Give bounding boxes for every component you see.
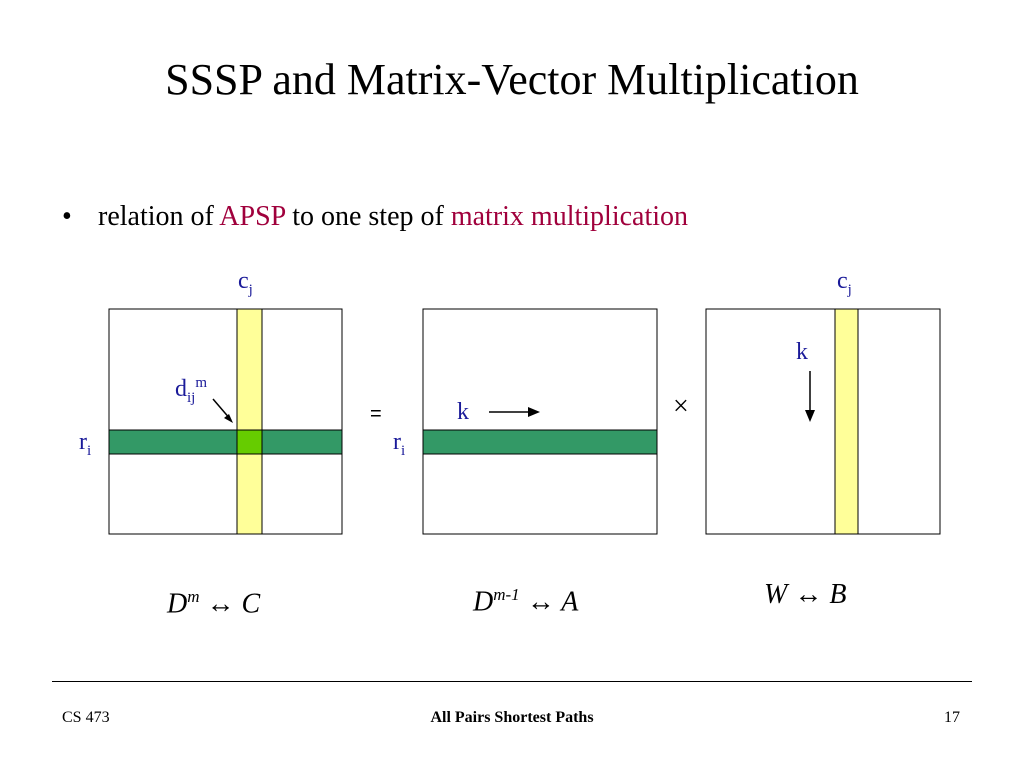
bullet-text-2: to one step of <box>285 201 451 232</box>
bullet-apsp: APSP <box>219 201 286 232</box>
bullet-matrix-multiplication: matrix multiplication <box>450 201 689 232</box>
footer-topic: All Pairs Shortest Paths <box>430 709 594 726</box>
label-cj-right: $c_j$ <box>837 268 852 298</box>
caption-w-b: W ↔ B <box>764 579 847 610</box>
label-dij-m: $d_{ij}^m$ <box>175 375 208 406</box>
slide-title: SSSP and Matrix-Vector Multiplication <box>165 55 859 104</box>
times-sign: × <box>673 391 689 422</box>
column-cj-w <box>835 309 858 534</box>
cell-dij <box>237 430 262 454</box>
footer-course: CS 473 <box>62 709 110 726</box>
column-cj-dm <box>237 309 262 534</box>
row-ri-dm <box>109 430 342 454</box>
matrix-w <box>706 309 940 534</box>
label-k-middle: k <box>457 399 469 425</box>
bullet-marker: • <box>62 201 72 232</box>
bullet-text-1: relation of <box>98 201 220 232</box>
footer-page-number: 17 <box>944 709 960 726</box>
footer-divider <box>52 681 972 682</box>
row-ri-dm-1 <box>423 430 657 454</box>
caption-dm-1-a: $D^{m-1}$ ↔ A <box>473 585 579 618</box>
matrix-dm <box>109 309 342 534</box>
label-ri-middle: $r_i$ <box>393 429 406 459</box>
label-k-right: k <box>796 339 808 365</box>
label-cj-left: $c_j$ <box>238 268 253 298</box>
label-ri-left: $r_i$ <box>79 429 92 459</box>
caption-dm-c: $D^m$ ↔ C <box>167 587 261 620</box>
equals-sign: = <box>370 403 382 425</box>
